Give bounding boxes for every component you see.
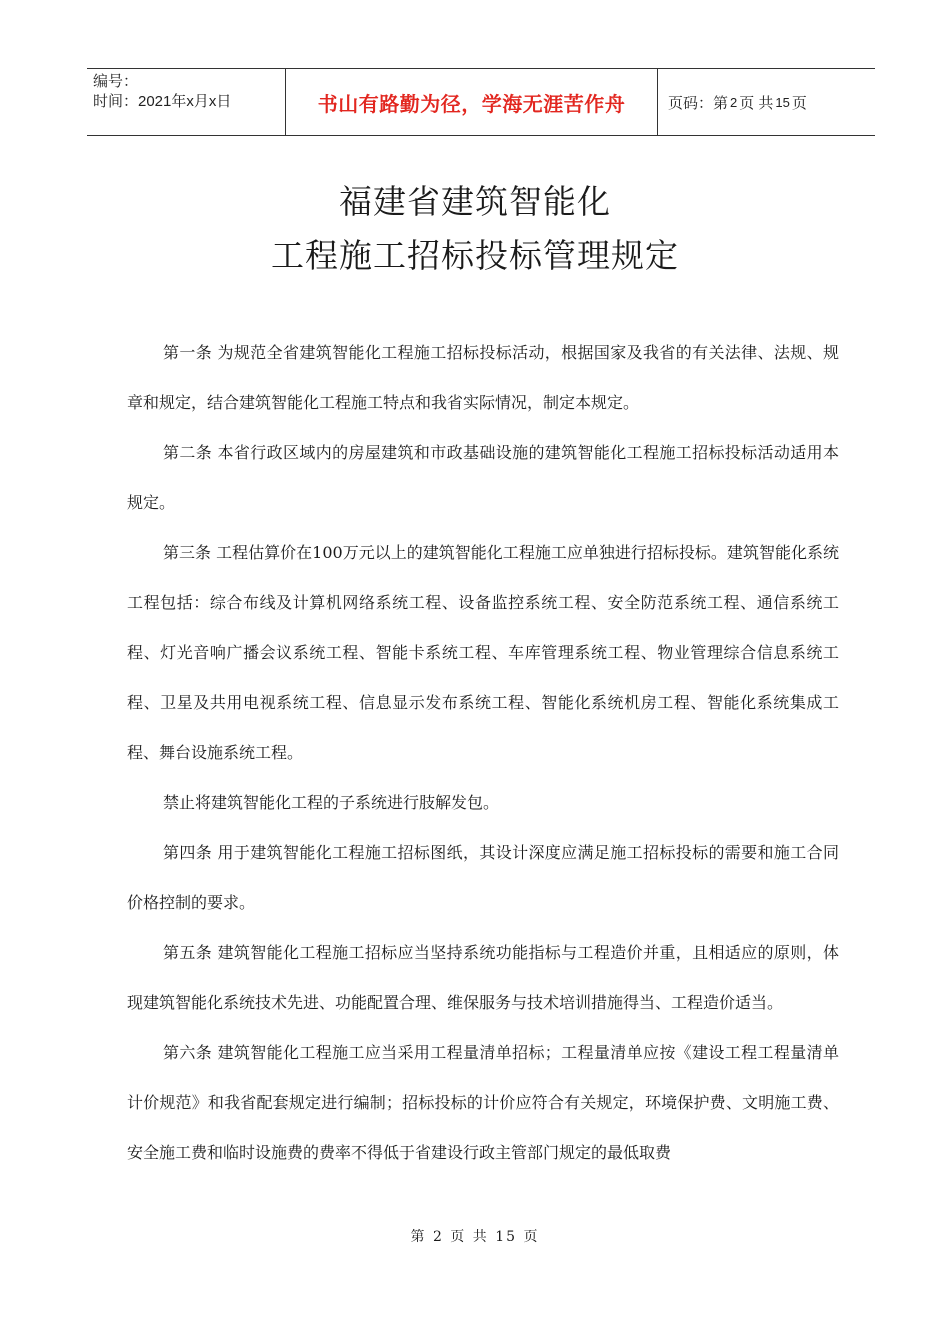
header-motto: 书山有路勤为径，学海无涯苦作舟 xyxy=(285,69,658,135)
article-paragraph: 第五条 建筑智能化工程施工招标应当坚持系统功能指标与工程造价并重，且相适应的原则，体现建筑智能化系统技术先进、功能配置合理、维保服务与技术培训措施得当、工程造价适当。 xyxy=(127,943,839,1012)
header-meta xyxy=(87,69,285,135)
article-paragraph: 第六条 建筑智能化工程施工应当采用工程量清单招标；工程量清单应按《建设工程工程量清单计价规范》和我省配套规定进行编制；招标投标的计价应符合有关规定，环境保护费、文明施工费、安全施工费和临时设施费的费率不得低于省建设行政主管部门规定的最低取费 xyxy=(127,1043,839,1162)
page-current: 2 xyxy=(730,94,738,110)
page-footer: 第 2 页 共 15 页 xyxy=(410,1229,540,1245)
article-paragraph: 第三条 工程估算价在100万元以上的建筑智能化工程施工应单独进行招标投标。建筑智能化系统工程包括：综合布线及计算机网络系统工程、设备监控系统工程、安全防范系统工程、通信系统工程、灯光音响广播会议系统工程、智能卡系统工程、车库管理系统工程、物业管理综合信息系统工程、卫星及共用电视系统工程、信息显示发布系统工程、智能化系统机房工程、智能化系统集成工程、舞台设施系统工程。 xyxy=(127,543,839,762)
header-page-number xyxy=(658,69,875,135)
article-paragraph: 第二条 本省行政区域内的房屋建筑和市政基础设施的建筑智能化工程施工招标投标活动适用本规定。 xyxy=(127,443,839,512)
document-body xyxy=(127,328,839,1178)
serial-label: 编号： xyxy=(93,73,139,90)
document-title-line1: 福建省建筑智能化 xyxy=(339,182,611,221)
article-paragraph: 第一条 为规范全省建筑智能化工程施工招标投标活动，根据国家及我省的有关法律、法规、规章和规定，结合建筑智能化工程施工特点和我省实际情况，制定本规定。 xyxy=(127,343,839,412)
page-mid: 页 共 xyxy=(739,94,774,112)
page-prefix: 页码：第 xyxy=(668,94,729,112)
page-header xyxy=(87,68,875,136)
page-suffix: 页 xyxy=(791,94,807,112)
article-paragraph: 第四条 用于建筑智能化工程施工招标图纸，其设计深度应满足施工招标投标的需要和施工合同价格控制的要求。 xyxy=(127,843,839,912)
article-paragraph: 禁止将建筑智能化工程的子系统进行肢解发包。 xyxy=(163,793,500,812)
page-total: 15 xyxy=(775,94,790,110)
document-title-line2: 工程施工招标投标管理规定 xyxy=(271,236,679,275)
time-label: 时间：2021年x月x日 xyxy=(93,93,232,110)
